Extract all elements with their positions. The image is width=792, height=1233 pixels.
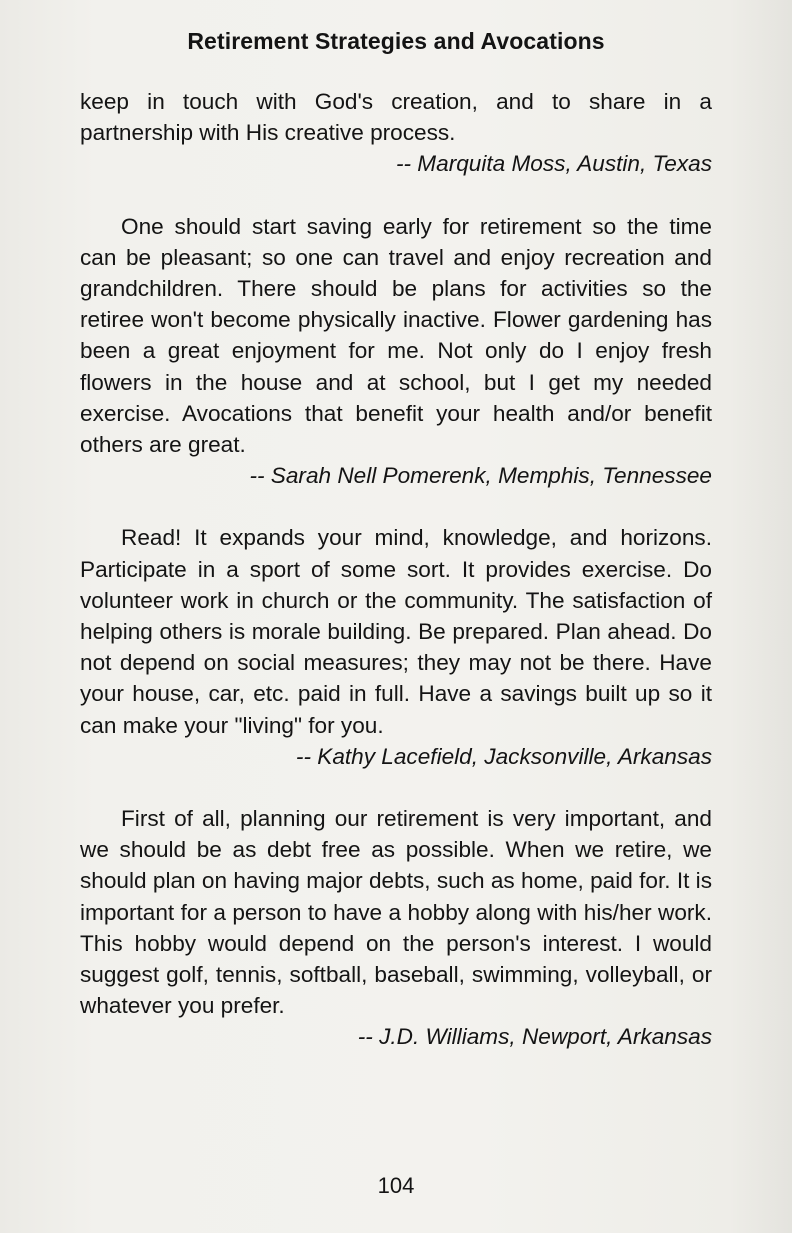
entry-attribution: -- J.D. Williams, Newport, Arkansas — [357, 1024, 712, 1050]
paragraph-gap — [80, 772, 712, 803]
running-header: Retirement Strategies and Avocations — [187, 28, 605, 54]
page-number: 104 — [377, 1173, 415, 1198]
entry-attribution: -- Kathy Lacefield, Jacksonville, Arkansas — [295, 743, 712, 769]
entry-text: Read! It expands your mind, knowledge, and horizons. Participate in a sport of some sort. It provides exercise. Do volunteer work in church or the community. The satisfaction of helping others is morale building. Be prepared. Plan ahead. Do not depend on social measures; they may not be there. Have your house, car, etc. paid in full. Have a savings built up so it can make your "living" for you. — [80, 525, 712, 738]
entry-text: One should start saving early for retirement so the time can be pleasant; so one can travel and enjoy recreation and grandchildren. There should be plans for activities so the retiree won't become physically inactive. Flower gardening has been a great enjoyment for me. Not only do I enjoy fresh flowers in the house and at school, but I get my needed exercise. Avocations that benefit your health and/or benefit others are great. — [80, 213, 712, 458]
entry-text: First of all, planning our retirement is very important, and we should be as debt free as possible. When we retire, we should plan on having major debts, such as home, paid for. It is important for a person to have a hobby along with his/her work. This hobby would depend on the person's interest. I would suggest golf, tennis, softball, baseball, swimming, volleyball, or whatever you prefer. — [80, 806, 712, 1019]
entry-attribution: -- Marquita Moss, Austin, Texas — [395, 151, 712, 177]
page-body — [80, 86, 712, 1053]
entry-text-continued: keep in touch with God's creation, and to share in a partnership with His creative process. — [80, 89, 712, 146]
paragraph-gap — [80, 491, 712, 522]
entry-attribution: -- Sarah Nell Pomerenk, Memphis, Tennessee — [249, 463, 712, 489]
paragraph-gap — [80, 180, 712, 211]
